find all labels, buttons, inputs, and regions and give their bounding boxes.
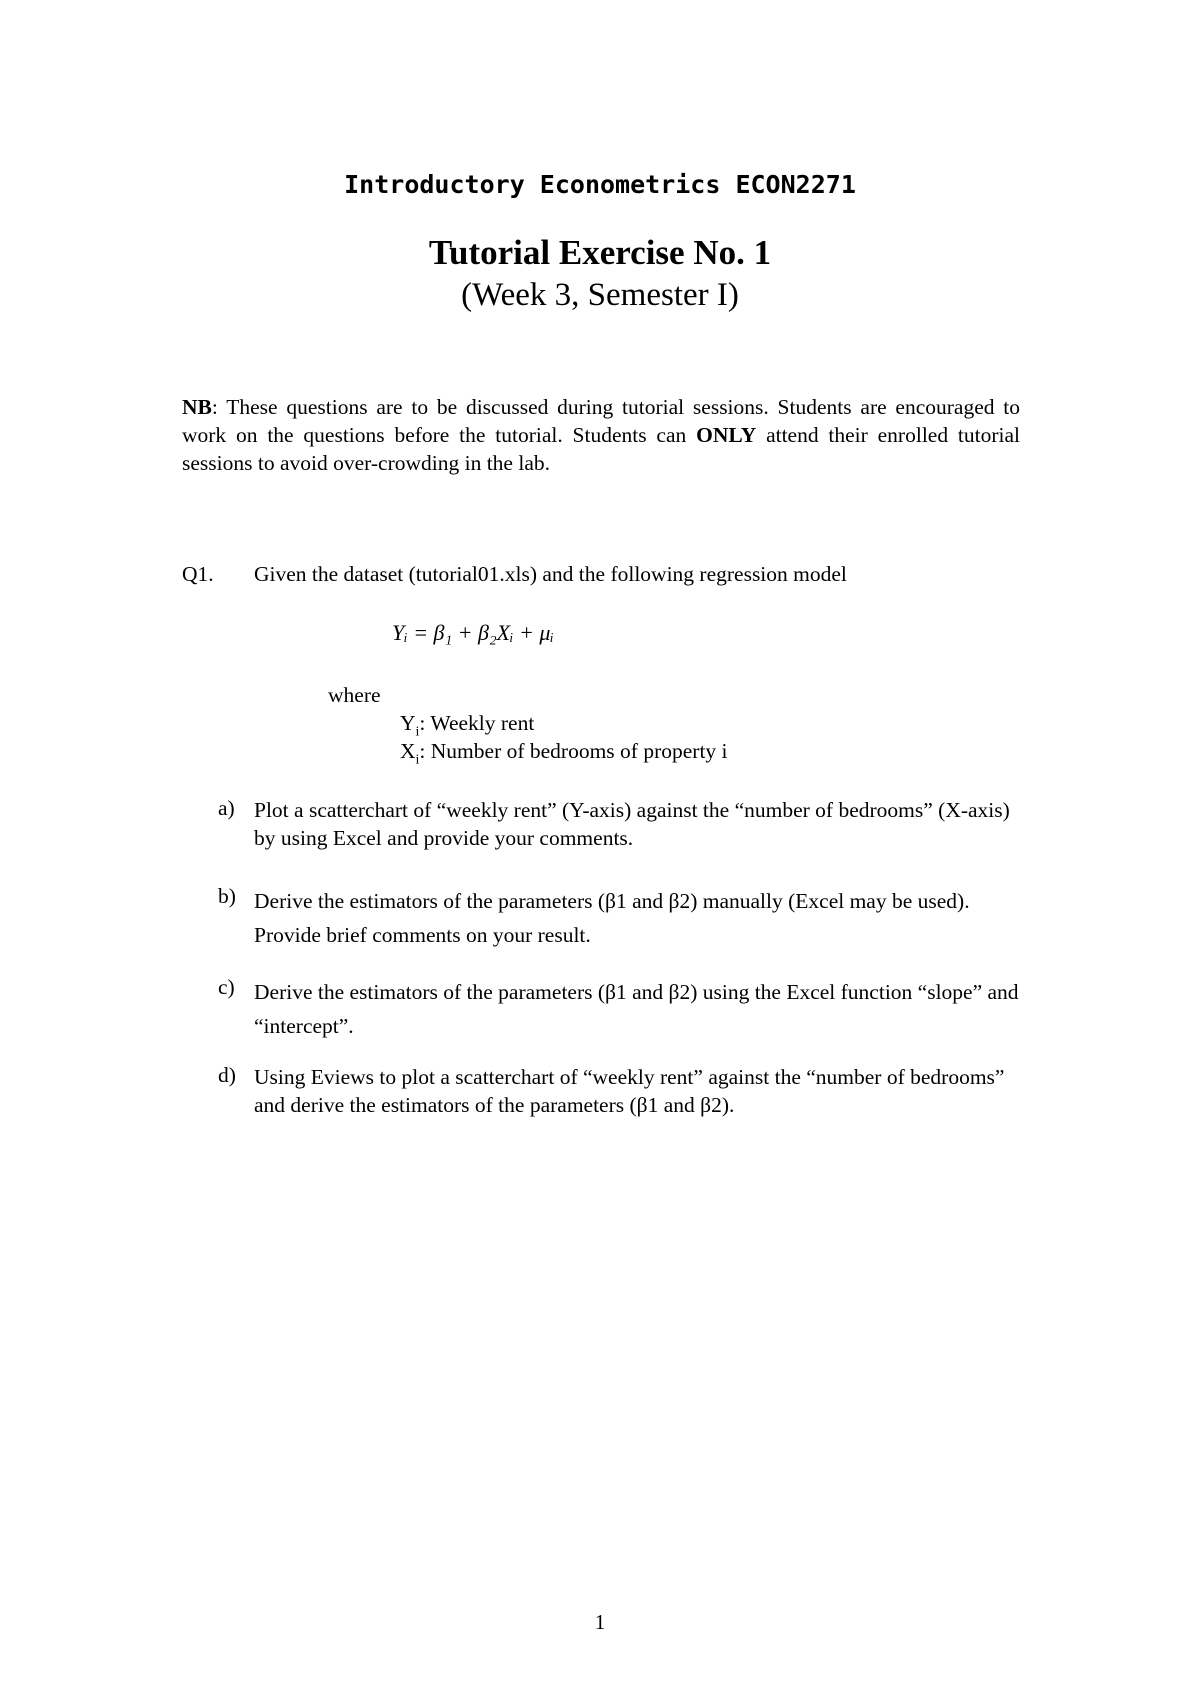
definition-x-subscript: i — [415, 752, 420, 768]
note-text-part-2: attend their enrolled tutorial sessions to avoid over-crowding in the lab. — [182, 423, 1020, 475]
note-text-part-1: : These questions are to be discussed during tutorial sessions. Students are encouraged to work on the questions before the tutorial. Students can — [182, 395, 1020, 447]
regression-equation: Yᵢ = β₁ + β₂Xᵢ + μᵢ — [392, 620, 554, 645]
item-c-text: Derive the estimators of the parameters (β1 and β2) using the Excel function “slope” and “intercept”. — [254, 980, 1019, 1038]
item-b-text: Derive the estimators of the parameters (β1 and β2) manually (Excel may be used). Provide brief comments on your result. — [254, 889, 970, 947]
item-a-text: Plot a scatterchart of “weekly rent” (Y-axis) against the “number of bedrooms” (X-axis) by using Excel and provide your comments. — [254, 798, 1010, 850]
item-b-letter: b) — [218, 884, 236, 908]
definition-x-text: : Number of bedrooms of property i — [419, 739, 728, 763]
course-heading: Introductory Econometrics ECON2271 — [344, 170, 856, 199]
definition-y-subscript: i — [415, 724, 420, 740]
definition-x-symbol: X — [400, 739, 416, 763]
document-subtitle: (Week 3, Semester I) — [461, 277, 739, 313]
item-d-letter: d) — [218, 1063, 236, 1087]
definition-y-symbol: Y — [400, 711, 416, 735]
definition-y-text: : Weekly rent — [419, 711, 535, 735]
question-text: Given the dataset (tutorial01.xls) and the following regression model — [254, 562, 847, 586]
item-c-letter: c) — [218, 975, 235, 999]
question-number: Q1. — [182, 562, 214, 586]
note-label: NB — [182, 395, 212, 419]
definition-y — [400, 711, 534, 740]
note-paragraph — [182, 393, 1020, 477]
where-label: where — [328, 683, 381, 707]
item-d-text: Using Eviews to plot a scatterchart of “weekly rent” against the “number of bedrooms” and derive the estimators of the parameters (β1 and β2). — [254, 1065, 1005, 1117]
page-number: 1 — [594, 1610, 606, 1634]
document-title: Tutorial Exercise No. 1 — [428, 233, 772, 272]
item-a-letter: a) — [218, 796, 235, 820]
note-emphasis: ONLY — [696, 423, 757, 447]
definition-x — [400, 739, 728, 768]
